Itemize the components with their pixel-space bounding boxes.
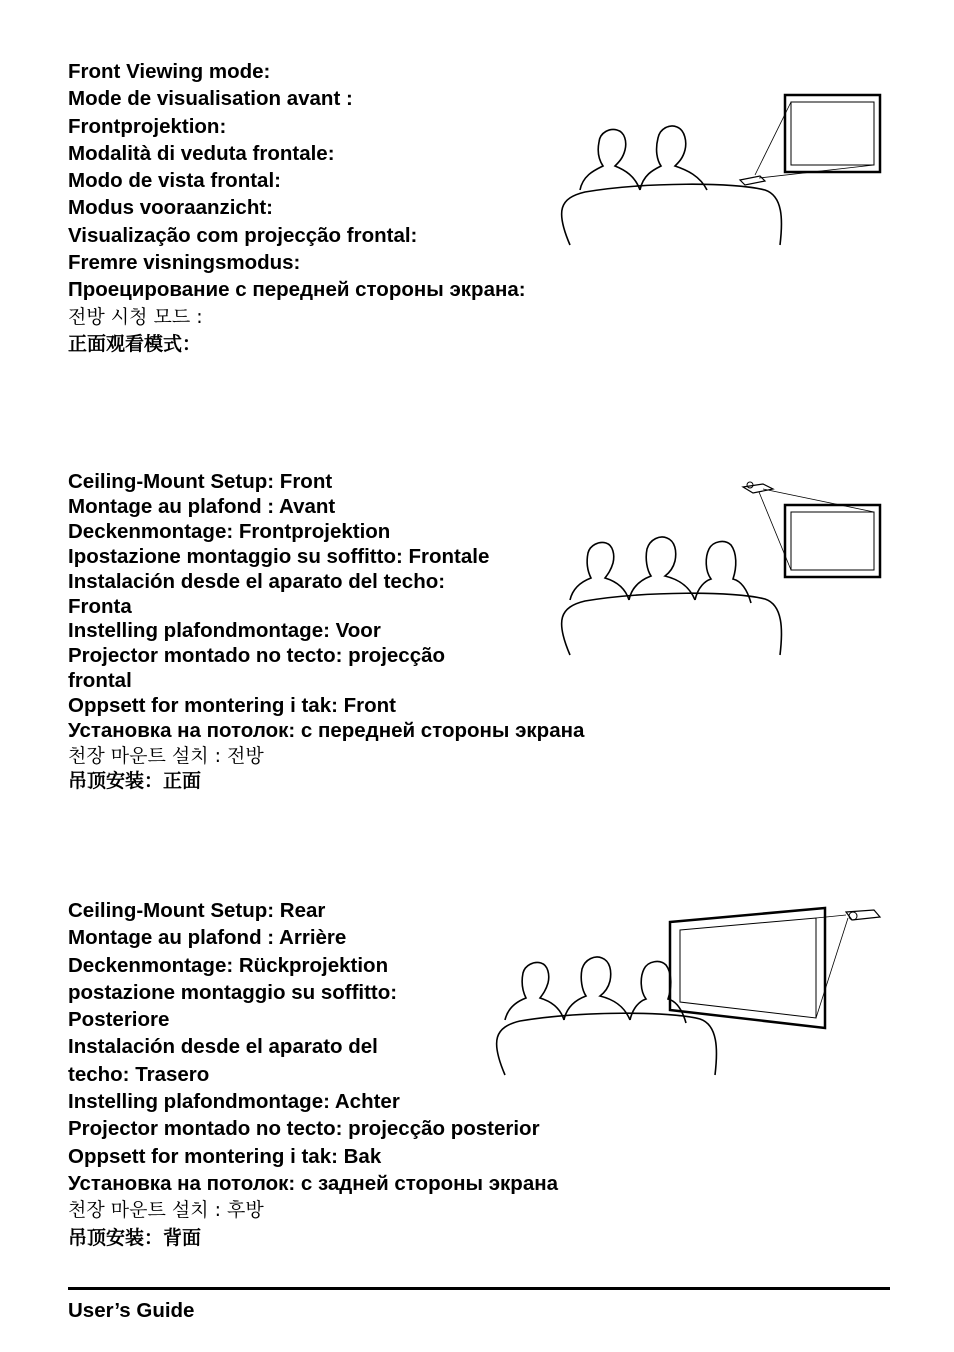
text-line: Ceiling-Mount Setup: Rear — [68, 899, 326, 922]
text-line: Montage au plafond : Avant — [68, 494, 336, 518]
text-line: Instalación desde el aparato del techo: — [68, 569, 446, 593]
text-line: Projector montado no tecto: projecção posterior — [68, 1117, 540, 1141]
text-line: Modus vooraanzicht: — [68, 196, 274, 220]
text-line: Posteriore — [68, 1008, 170, 1032]
text-line: Fremre visningsmodus: — [68, 251, 301, 275]
text-line: Fronta — [68, 594, 132, 618]
footer-title: User’s Guide — [68, 1299, 195, 1322]
text-line: Modo de vista frontal: — [68, 169, 281, 193]
text-line-korean: 천장 마운트 설치 : 후방 — [68, 1199, 264, 1222]
text-line: Ceiling-Mount Setup: Front — [68, 470, 333, 493]
text-line: Instalación desde el aparato del — [68, 1035, 378, 1059]
text-line: Oppsett for montering i tak: Bak — [68, 1144, 382, 1168]
text-line-chinese: 吊顶安装：背面 — [68, 1226, 202, 1249]
text-line: Frontprojektion: — [68, 114, 227, 138]
text-line: Mode de visualisation avant : — [68, 87, 353, 111]
text-line: Projector montado no tecto: projecção — [68, 644, 446, 668]
text-line: Установка на потолок: с передней стороны экрана — [68, 719, 585, 743]
front-viewing-illustration — [555, 90, 890, 250]
section-ceiling-mount-front — [68, 470, 584, 794]
text-line: Visualização com projecção frontal: — [68, 223, 418, 247]
text-line: Deckenmontage: Rückprojektion — [68, 953, 389, 977]
text-line-chinese: 吊顶安装：正面 — [68, 769, 202, 792]
text-line: frontal — [68, 669, 132, 693]
footer-rule — [68, 1287, 890, 1290]
text-line-korean: 천장 마운트 설치 : 전방 — [68, 744, 264, 767]
text-line: techo: Trasero — [68, 1062, 210, 1086]
text-line-chinese: 正面观看模式： — [68, 332, 202, 355]
text-line: postazione montaggio su soffitto: — [68, 980, 398, 1004]
ceiling-rear-illustration — [490, 900, 890, 1080]
text-line: Modalità di veduta frontale: — [68, 141, 335, 165]
text-line: Instelling plafondmontage: Voor — [68, 619, 381, 643]
section-ceiling-mount-rear — [68, 897, 558, 1252]
text-line: Front Viewing mode: — [68, 60, 271, 83]
text-line: Deckenmontage: Frontprojektion — [68, 519, 391, 543]
section-front-viewing-mode — [68, 58, 526, 358]
text-line: Oppsett for montering i tak: Front — [68, 694, 396, 718]
text-line: Установка на потолок: с задней стороны экрана — [68, 1171, 558, 1195]
text-line: Ipostazione montaggio su soffitto: Frontale — [68, 544, 490, 568]
text-line-korean: 전방 시청 모드 : — [68, 305, 203, 328]
text-line: Instelling plafondmontage: Achter — [68, 1090, 400, 1114]
text-line: Montage au plafond : Arrière — [68, 926, 347, 950]
ceiling-front-illustration — [555, 475, 890, 660]
text-line: Проецирование с передней стороны экрана: — [68, 278, 526, 302]
